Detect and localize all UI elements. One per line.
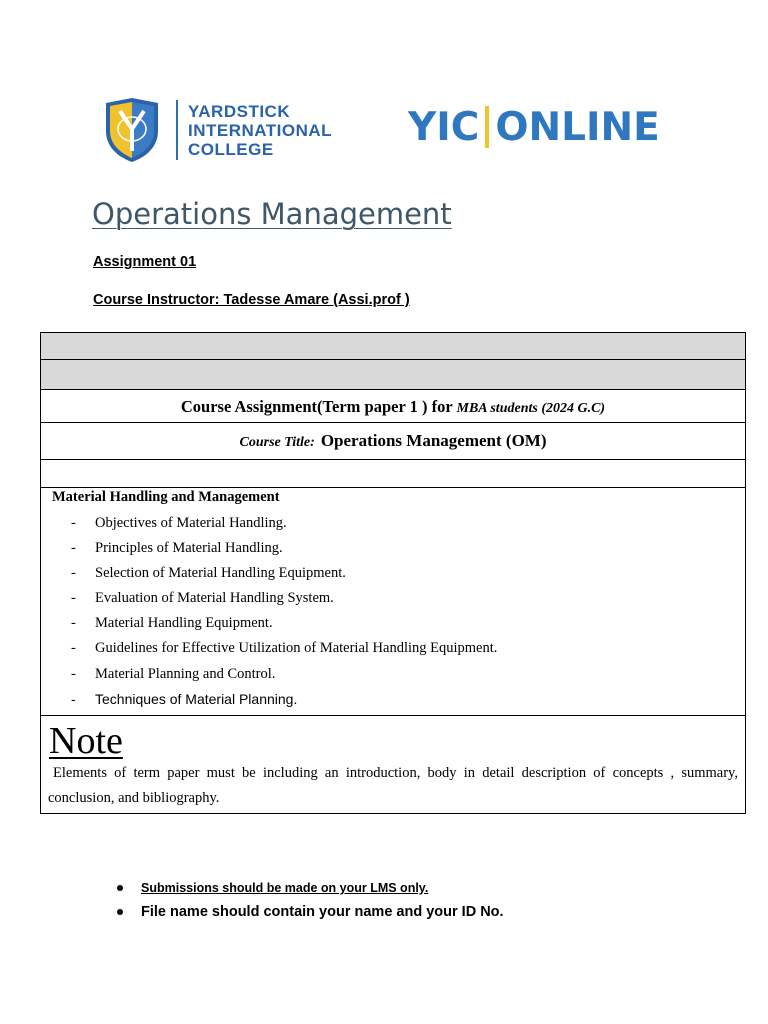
- list-marker: -: [71, 640, 76, 657]
- table-row-topics: [41, 488, 745, 716]
- list-marker: -: [71, 540, 76, 557]
- yic-text: YIC: [408, 104, 480, 150]
- assignment-line-audience: MBA students (2024 G.C): [456, 401, 606, 416]
- assignment-table: [40, 332, 746, 814]
- assignment-number: Assignment 01: [93, 254, 197, 270]
- list-marker: -: [71, 615, 76, 632]
- college-name-line: YARDSTICK: [188, 101, 291, 121]
- table-row-course-title: [41, 423, 745, 460]
- table-row-blank: [41, 460, 745, 488]
- list-item: [71, 538, 497, 563]
- table-row-note: [41, 716, 745, 813]
- topic-heading: Material Handling and Management: [52, 489, 280, 505]
- list-item: [115, 876, 504, 900]
- note-heading: Note: [49, 720, 123, 762]
- list-marker: -: [71, 515, 76, 531]
- list-marker: -: [71, 665, 76, 682]
- list-item-text: Evaluation of Material Handling System.: [95, 590, 334, 607]
- list-item: [71, 588, 497, 613]
- table-row-blank: [41, 333, 745, 360]
- instructions-list: [115, 876, 504, 924]
- list-item: [71, 664, 497, 689]
- list-item: [71, 613, 497, 638]
- submission-note: Submissions should be made on your LMS only.: [141, 881, 429, 895]
- college-name: [188, 102, 332, 159]
- table-row-assignment: [41, 390, 745, 423]
- college-logo: [102, 96, 342, 164]
- college-shield-icon: [102, 97, 162, 163]
- document-title: Operations Management: [92, 197, 452, 231]
- list-item: [115, 900, 504, 924]
- assignment-line-main: Course Assignment(Term paper 1 ) for: [180, 397, 457, 416]
- list-item-text: Material Planning and Control.: [95, 665, 276, 682]
- assignment-line: [41, 397, 745, 417]
- list-item-text: Selection of Material Handling Equipment.: [95, 565, 346, 582]
- note-body: Elements of term paper must be including an introduction, body in detail description of concepts , summary, conclusion, and bibliography.: [48, 765, 738, 806]
- file-name-note: File name should contain your name and your ID No.: [141, 904, 504, 920]
- course-title-label: Course Title:: [239, 435, 315, 450]
- course-instructor: Course Instructor: Tadesse Amare (Assi.prof ): [93, 292, 410, 308]
- yic-online-logo: [408, 104, 660, 150]
- bullet-icon: [117, 885, 123, 891]
- bullet-icon: [117, 909, 123, 915]
- online-text: ONLINE: [495, 104, 660, 150]
- list-item-text: Guidelines for Effective Utilization of Material Handling Equipment.: [95, 640, 498, 657]
- logo-divider: [176, 100, 178, 160]
- college-name-line: INTERNATIONAL: [188, 120, 333, 140]
- list-marker: -: [71, 590, 76, 607]
- list-marker: -: [71, 690, 76, 707]
- list-item-text: Techniques of Material Planning.: [95, 690, 298, 707]
- list-item: [71, 513, 497, 538]
- list-item-text: Material Handling Equipment.: [95, 615, 273, 632]
- list-item: [71, 563, 497, 588]
- list-item: [71, 638, 497, 663]
- list-item-text: Principles of Material Handling.: [95, 540, 283, 557]
- logo-separator-bar: [485, 106, 489, 148]
- college-name-line: COLLEGE: [188, 139, 274, 159]
- list-item-text: Objectives of Material Handling.: [95, 515, 287, 531]
- list-item: [71, 689, 497, 714]
- course-title-value: Operations Management (OM): [320, 431, 547, 450]
- list-marker: -: [71, 565, 76, 582]
- course-title-line: [41, 431, 745, 451]
- topic-list: [71, 513, 497, 714]
- table-row-blank: [41, 360, 745, 390]
